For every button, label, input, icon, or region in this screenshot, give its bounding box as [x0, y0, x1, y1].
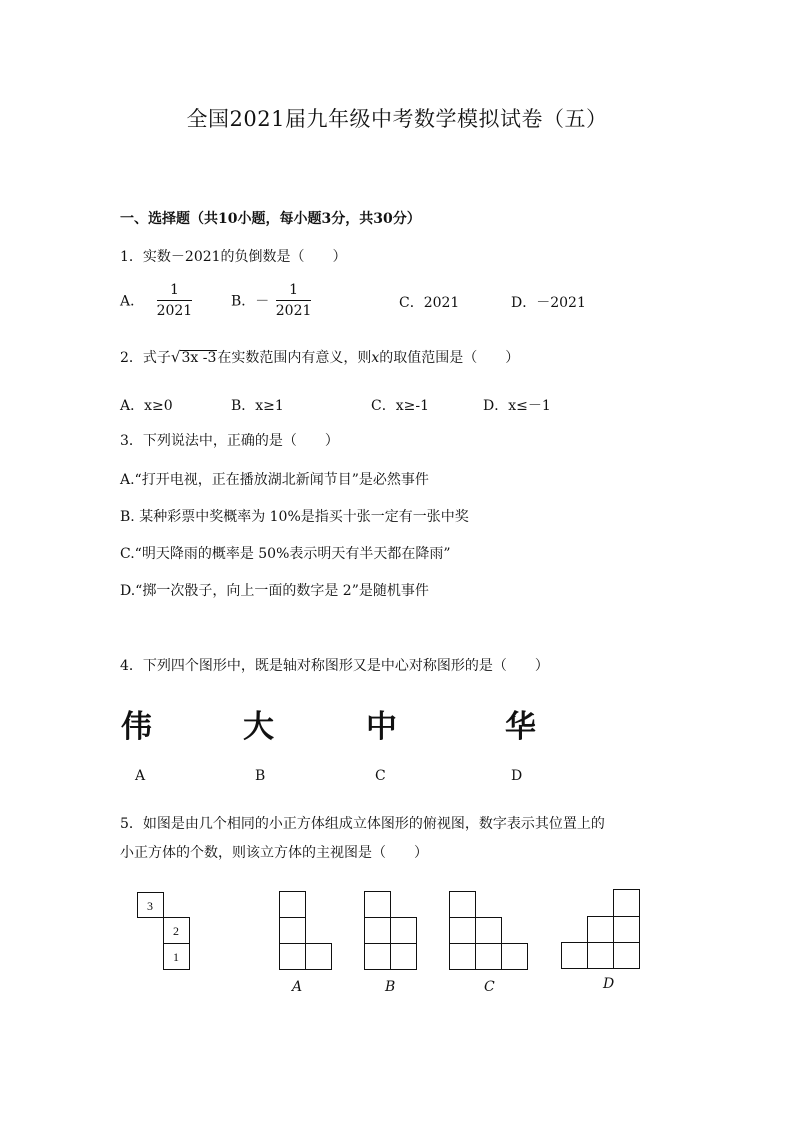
q2-stem-start: 2．式子 [120, 350, 171, 366]
q4-figure-a: 伟 [121, 709, 152, 745]
question-5-stem-line1: 5．如图是由几个相同的小正方体组成立体图形的俯视图，数字表示其位置上的 [120, 816, 605, 832]
page-title: 全国2021届九年级中考数学模拟试卷（五） [186, 107, 608, 131]
q1-a-denominator: 2021 [156, 303, 193, 319]
q1-option-c: C．2021 [399, 295, 460, 311]
top-view-number-1: 1 [173, 950, 179, 964]
q4-label-b: B [255, 768, 266, 784]
q2-option-c: C．x≥-1 [371, 398, 429, 414]
q2-stem-middle: 在实数范围内有意义，则 [217, 350, 372, 366]
q5-option-c-figure [450, 892, 528, 970]
question-3-stem: 3．下列说法中，正确的是（ ） [120, 433, 339, 449]
q3-option-a: A.“打开电视，正在播放湖北新闻节目”是必然事件 [120, 472, 429, 488]
q5-label-b: B [385, 979, 396, 995]
q1-option-b-label: B．－ [231, 293, 270, 310]
q1-b-numerator: 1 [276, 280, 312, 301]
q5-top-view [138, 893, 190, 970]
q3-option-c: C.“明天降雨的概率是 50%表示明天有半天都在降雨” [120, 546, 451, 562]
q4-figure-d: 华 [505, 709, 536, 745]
q2-option-b: B．x≥1 [231, 398, 284, 414]
q4-label-d: D [511, 768, 523, 784]
q4-figure-c: 中 [366, 709, 397, 745]
q5-label-a: A [292, 979, 303, 995]
q1-option-d: D．－2021 [511, 295, 586, 311]
q5-label-d: D [603, 976, 615, 992]
question-1-stem: 1．实数－2021的负倒数是（ ） [120, 249, 347, 265]
q1-a-numerator: 1 [157, 280, 193, 301]
q2-option-a: A．x≥0 [120, 398, 173, 414]
sqrt-icon: √ [170, 348, 181, 366]
q2-stem-end: 的取值范围是（ ） [379, 350, 520, 366]
q2-radicand: 3x -3 [181, 350, 217, 366]
q5-option-a-figure [280, 892, 332, 970]
q4-figure-b: 大 [243, 709, 274, 745]
q1-option-a-label: A． [120, 293, 145, 310]
q3-option-b: B. 某种彩票中奖概率为 10%是指买十张一定有一张中奖 [120, 509, 469, 525]
q2-option-d: D．x≤－1 [483, 398, 551, 414]
q4-label-a: A [135, 768, 146, 784]
q4-label-c: C [375, 768, 386, 784]
question-5-stem-line2: 小正方体的个数，则该立方体的主视图是（ ） [120, 845, 428, 861]
q1-b-denominator: 2021 [275, 303, 312, 319]
section-heading: 一、选择题（共10小题，每小题3分，共30分） [120, 211, 421, 227]
q5-label-c: C [484, 979, 495, 995]
q5-option-b-figure [365, 892, 417, 970]
top-view-number-2: 2 [173, 924, 179, 938]
top-view-number-3: 3 [147, 899, 153, 913]
q5-option-d-figure [562, 890, 640, 969]
question-4-stem: 4．下列四个图形中，既是轴对称图形又是中心对称图形的是（ ） [120, 658, 549, 674]
q2-variable: x [371, 350, 380, 366]
q3-option-d: D.“掷一次骰子，向上一面的数字是 2”是随机事件 [120, 583, 429, 599]
